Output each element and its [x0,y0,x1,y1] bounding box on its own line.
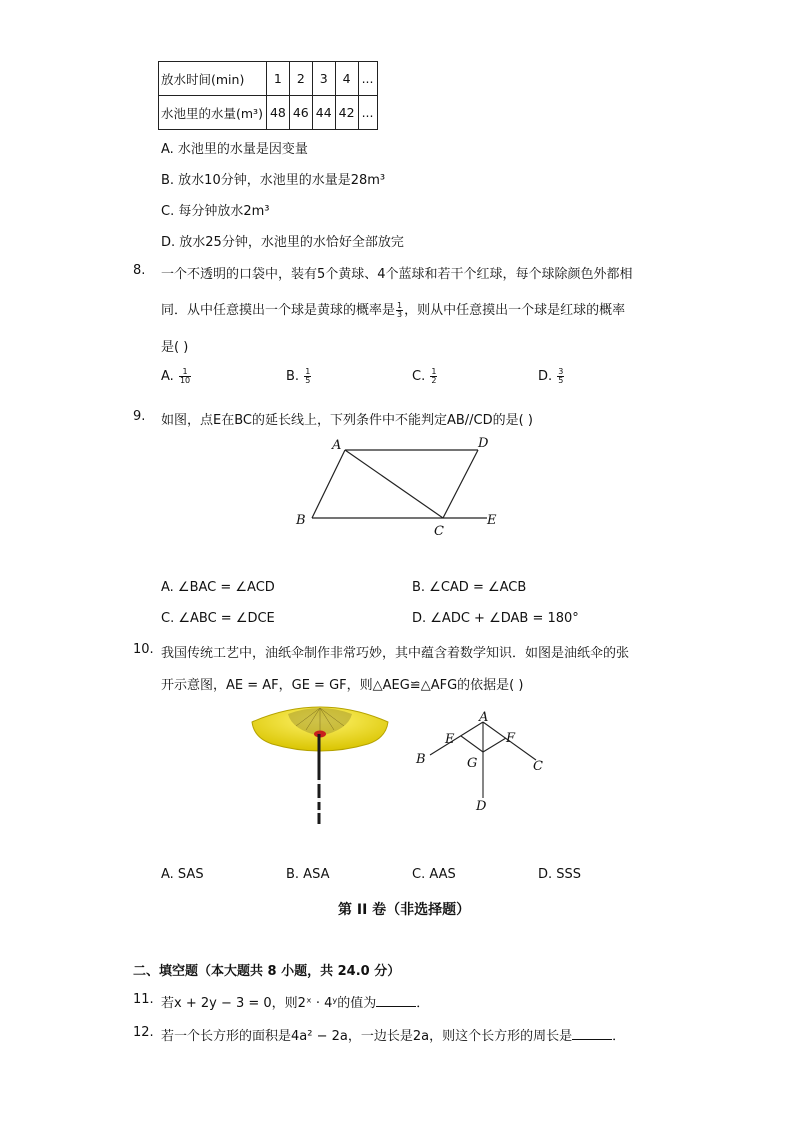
option-letter: D. [538,369,553,384]
table-cell: 水池里的水量(m³) [159,96,267,130]
q12-text-b: ． [612,1029,626,1044]
q8-option-c [412,368,438,385]
fraction-numerator: 1 [305,367,311,376]
table-cell: 4 [335,62,358,96]
q9-option-d: D. ∠ADC + ∠DAB = 180° [412,611,579,626]
q10-option-c: C. AAS [412,867,456,882]
q10-option-d: D. SSS [538,867,582,882]
q12-number: 12. [133,1025,154,1040]
q12-text [161,1025,625,1044]
fraction-denominator: 10 [179,376,191,385]
q8-line2 [161,299,625,319]
table-cell: 2 [289,62,312,96]
table-cell: 1 [266,62,289,96]
q8-line2-b: ，则从中任意摸出一个球是红球的概率 [404,303,626,318]
umbrella-illustration [248,700,393,826]
label-b: B [296,513,306,528]
q9-option-a: A. ∠BAC = ∠ACD [161,580,275,595]
q8-option-b [286,368,312,385]
fraction-denominator: 5 [558,376,564,385]
segment-ab [312,450,345,518]
answer-blank[interactable] [572,1027,612,1040]
q11-text [161,992,429,1011]
q8-option-a [161,368,192,385]
segment-ac [345,450,443,518]
segment-eg [461,736,483,752]
q10-line2: 开示意图，AE = AF，GE = GF，则△AEG≌△AFG的依据是( ) [161,678,524,693]
label-e: E [445,732,455,747]
q7-option-c: C. 每分钟放水2m³ [161,204,270,219]
fraction-numerator: 1 [397,301,403,310]
q8-line3: 是( ) [161,340,189,355]
fraction [396,302,403,319]
q8-line2-a: 同．从中任意摸出一个球是黄球的概率是 [161,303,396,318]
label-c: C [434,524,444,539]
parallelogram-figure [290,430,510,545]
q8-line1: 一个不透明的口袋中，装有5个黄球、4个蓝球和若干个红球，每个球除颜色外都相 [161,267,633,282]
q10-line1: 我国传统工艺中，油纸伞制作非常巧妙，其中蕴含着数学知识．如图是油纸伞的张 [161,646,630,661]
table-cell: 46 [289,96,312,130]
fraction [304,368,311,385]
q9-option-b: B. ∠CAD = ∠ACB [412,580,527,595]
q7-option-b: B. 放水10分钟，水池里的水量是28m³ [161,173,386,188]
fraction [430,368,437,385]
q12-text-a: 若一个长方形的面积是4a² − 2a，一边长是2a，则这个长方形的周长是 [161,1029,573,1044]
q10-option-b: B. ASA [286,867,330,882]
q8-option-d [538,368,565,385]
table-cell: 48 [266,96,289,130]
q11-text-b: ． [416,996,430,1011]
table-cell: 3 [312,62,335,96]
q9-stem: 如图，点E在BC的延长线上，下列条件中不能判定AB//CD的是( ) [161,413,533,428]
option-letter: A. [161,369,174,384]
table-row [159,96,378,130]
water-table [158,61,378,130]
q9-option-c: C. ∠ABC = ∠DCE [161,611,275,626]
label-d: D [476,799,487,814]
segment-dc [443,450,478,518]
q7-option-a: A. 水池里的水量是因变量 [161,142,308,157]
fraction-numerator: 1 [179,368,191,377]
answer-blank[interactable] [376,994,416,1007]
table-cell: 放水时间(min) [159,62,267,96]
q11-number: 11. [133,992,154,1007]
fraction [557,368,564,385]
table-cell: ... [358,62,377,96]
label-f: F [506,731,516,746]
label-e: E [487,513,497,528]
option-letter: B. [286,369,300,384]
segment-ab [430,722,483,755]
label-a: A [479,710,489,725]
label-c: C [533,759,543,774]
fraction-denominator: 3 [397,310,403,319]
label-a: A [332,438,342,453]
fraction-numerator: 1 [431,367,437,376]
umbrella-diagram [410,710,560,815]
fraction-numerator: 3 [558,367,564,376]
table-cell: 42 [335,96,358,130]
q10-option-a: A. SAS [161,867,204,882]
section2-title: 二、填空题（本大题共 8 小题，共 24.0 分） [133,964,401,979]
label-b: B [416,752,426,767]
fraction-denominator: 5 [305,376,311,385]
q9-number: 9. [133,409,146,424]
q10-number: 10. [133,642,154,657]
fraction-denominator: 2 [431,376,437,385]
part2-title: 第 II 卷（非选择题） [338,902,471,918]
table-row [159,62,378,96]
table-cell: 44 [312,96,335,130]
q7-option-d: D. 放水25分钟，水池里的水恰好全部放完 [161,235,404,250]
segment-fg [483,738,506,752]
option-letter: C. [412,369,426,384]
fraction [179,368,191,385]
table-cell: ... [358,96,377,130]
q8-number: 8. [133,263,146,278]
label-g: G [467,756,478,771]
q11-text-a: 若x + 2y − 3 = 0，则2ˣ · 4ʸ的值为 [161,996,377,1011]
label-d: D [478,436,489,451]
